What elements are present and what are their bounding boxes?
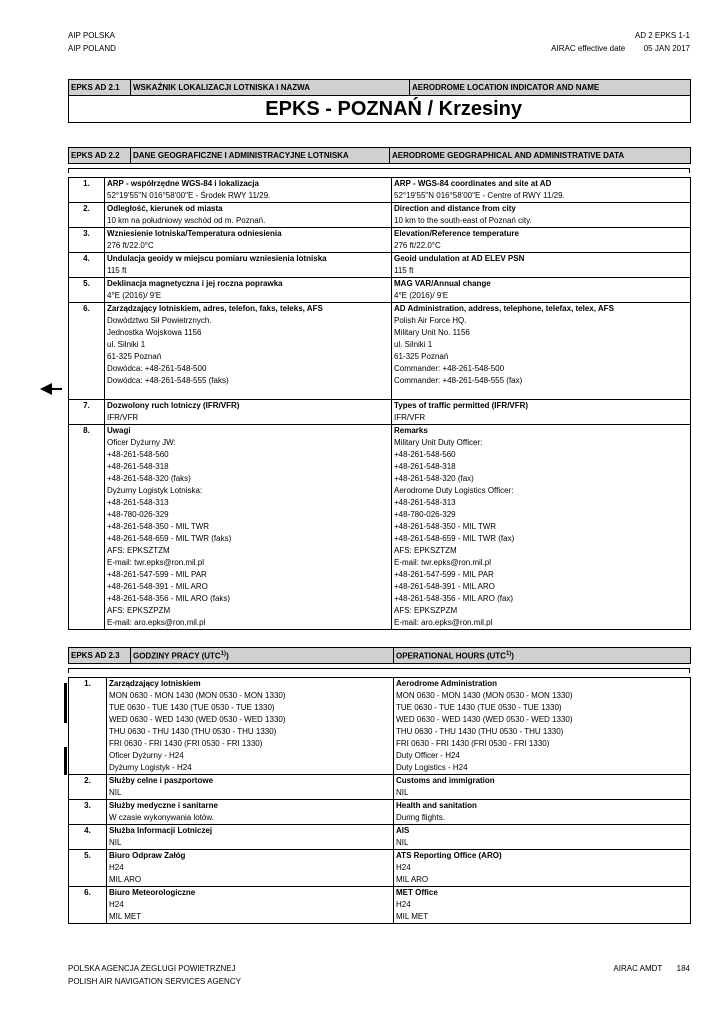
item-value: MIL MET: [109, 912, 142, 921]
hours-row: [69, 800, 691, 825]
item-en-cell: [394, 887, 691, 924]
item-value: +48-261-548-391 - MIL ARO: [107, 582, 208, 591]
item-heading: Remarks: [394, 426, 428, 435]
hours-row: [69, 775, 691, 800]
item-value: +48-780-026-329: [394, 510, 456, 519]
item-value: +48-261-548-350 - MIL TWR: [394, 522, 497, 531]
item-value: +48-261-548-356 - MIL ARO (fax): [394, 594, 514, 603]
section-2-1-table: [68, 79, 691, 123]
section-code: EPKS AD 2.2: [69, 148, 131, 164]
item-value: Dyżurny Logistyk - H24: [109, 763, 192, 772]
footer-amendment-number: 184: [676, 964, 690, 973]
item-value: THU 0630 - THU 1430 (THU 0530 - THU 1330): [396, 727, 564, 736]
item-value: IFR/VFR: [394, 413, 426, 422]
item-value: +48-261-547-599 - MIL PAR: [394, 570, 494, 579]
item-value: ul. Silniki 1: [107, 340, 146, 349]
section-title-en: AERODROME LOCATION INDICATOR AND NAME: [410, 80, 691, 96]
item-value: NIL: [109, 788, 122, 797]
hours-row: [69, 887, 691, 924]
hours-row: [69, 850, 691, 887]
item-value: AFS: EPKSZPZM: [394, 606, 458, 615]
item-pl-cell: [105, 303, 392, 400]
section-2-2-header-table: [68, 147, 691, 164]
item-value: +48-261-548-318: [394, 462, 456, 471]
item-number: 5.: [69, 850, 107, 887]
item-value: Dowódca: +48-261-548-500: [107, 364, 207, 373]
item-value: E-mail: aro.epks@ron.mil.pl: [107, 618, 206, 627]
footer-agency-en: POLISH AIR NAVIGATION SERVICES AGENCY: [68, 977, 241, 986]
aerodrome-name: EPKS - POZNAŃ / Krzesiny: [69, 96, 691, 123]
header-effective-date: [551, 42, 690, 55]
item-heading: Types of traffic permitted (IFR/VFR): [394, 401, 529, 410]
item-pl-cell: [105, 253, 392, 278]
item-number: 3.: [69, 800, 107, 825]
item-value: TUE 0630 - TUE 1430 (TUE 0530 - TUE 1330): [109, 703, 275, 712]
item-value: +48-261-548-391 - MIL ARO: [394, 582, 495, 591]
item-en-cell: [392, 303, 691, 400]
item-pl-cell: [107, 800, 394, 825]
item-heading: MET Office: [396, 888, 438, 897]
aerodrome-name-row: [69, 96, 691, 123]
item-heading: Odległość, kierunek od miasta: [107, 204, 223, 213]
item-heading: Biuro Odpraw Załóg: [109, 851, 186, 860]
geo-admin-row: [69, 253, 691, 278]
section-title-pl: DANE GEOGRAFICZNE I ADMINISTRACYJNE LOTNISKA: [131, 148, 390, 164]
item-value: E-mail: aro.epks@ron.mil.pl: [394, 618, 493, 627]
item-value: MIL MET: [396, 912, 429, 921]
section-2-3-table: [68, 677, 691, 924]
item-value: NIL: [396, 838, 409, 847]
geo-admin-row: [69, 178, 691, 203]
item-en-cell: [394, 678, 691, 775]
section-title-pl: GODZINY PRACY (UTC$^{1)}$): [131, 648, 394, 664]
item-value: AFS: EPKSZTZM: [107, 546, 170, 555]
section-2-3-spacer: [68, 668, 690, 673]
section-2-1-header: [69, 80, 691, 96]
item-value: FRI 0630 - FRI 1430 (FRI 0530 - FRI 1330): [109, 739, 263, 748]
geo-admin-row: [69, 278, 691, 303]
item-value: H24: [396, 863, 411, 872]
item-value: Polish Air Force HQ.: [394, 316, 467, 325]
item-value: 276 ft/22.0°C: [107, 241, 154, 250]
item-number: 7.: [69, 400, 105, 425]
item-pl-cell: [107, 850, 394, 887]
item-value: TUE 0630 - TUE 1430 (TUE 0530 - TUE 1330): [396, 703, 562, 712]
section-2-3-header: [69, 648, 691, 664]
item-value: During flights.: [396, 813, 445, 822]
geo-admin-row: [69, 425, 691, 630]
item-value: +48-261-548-313: [107, 498, 169, 507]
item-heading: Health and sanitation: [396, 801, 477, 810]
item-en-cell: [392, 253, 691, 278]
item-value: +48-261-548-560: [394, 450, 456, 459]
item-en-cell: [392, 425, 691, 630]
item-en-cell: [394, 800, 691, 825]
item-pl-cell: [107, 887, 394, 924]
item-value: Oficer Dyżurny - H24: [109, 751, 184, 760]
item-value: Commander: +48-261-548-555 (fax): [394, 376, 523, 385]
item-heading: Służby medyczne i sanitarne: [109, 801, 218, 810]
item-en-cell: [392, 400, 691, 425]
page-header-left: [68, 29, 116, 55]
item-value: E-mail: twr.epks@ron.mil.pl: [394, 558, 492, 567]
item-number: 4.: [69, 253, 105, 278]
footer-agency-pl: POLSKA AGENCJA ŻEGLUGI POWIETRZNEJ: [68, 964, 236, 973]
effective-date-value: 05 JAN 2017: [643, 44, 690, 53]
section-title-en: AERODROME GEOGRAPHICAL AND ADMINISTRATIVE DATA: [390, 148, 691, 164]
section-code: EPKS AD 2.1: [69, 80, 131, 96]
item-en-cell: [394, 825, 691, 850]
item-value: [394, 387, 688, 399]
item-value: 276 ft/22.0°C: [394, 241, 441, 250]
item-value: E-mail: twr.epks@ron.mil.pl: [107, 558, 205, 567]
header-publication-en: AIP POLAND: [68, 44, 116, 53]
item-pl-cell: [107, 678, 394, 775]
geo-admin-row: [69, 400, 691, 425]
item-heading: Undulacja geoidy w miejscu pomiaru wzniesienia lotniska: [107, 254, 327, 263]
item-heading: MAG VAR/Annual change: [394, 279, 491, 288]
item-number: 2.: [69, 203, 105, 228]
item-pl-cell: [105, 228, 392, 253]
item-pl-cell: [105, 425, 392, 630]
item-value: WED 0630 - WED 1430 (WED 0530 - WED 1330): [396, 715, 573, 724]
item-value: +48-261-548-560: [107, 450, 169, 459]
item-en-cell: [394, 775, 691, 800]
amendment-arrow-icon: [40, 382, 62, 396]
item-heading: Deklinacja magnetyczna i jej roczna poprawka: [107, 279, 283, 288]
item-heading: ATS Reporting Office (ARO): [396, 851, 502, 860]
item-value: MIL ARO: [396, 875, 429, 884]
page-footer-right: [613, 962, 690, 975]
section-2-2-spacer: [68, 168, 690, 173]
item-value: 115 ft: [394, 266, 414, 275]
page-footer-left: [68, 962, 241, 988]
item-value: Military Unit Duty Officer:: [394, 438, 483, 447]
item-value: H24: [109, 900, 124, 909]
item-heading: Biuro Meteorologiczne: [109, 888, 196, 897]
item-value: +48-261-548-659 - MIL TWR (fax): [394, 534, 515, 543]
item-pl-cell: [107, 775, 394, 800]
section-2-3-header-table: [68, 647, 691, 664]
section-title-en: OPERATIONAL HOURS (UTC$^{1)}$): [394, 648, 691, 664]
item-en-cell: [392, 178, 691, 203]
item-en-cell: [392, 203, 691, 228]
item-heading: Customs and immigration: [396, 776, 495, 785]
item-value: AFS: EPKSZPZM: [107, 606, 171, 615]
item-value: MIL ARO: [109, 875, 142, 884]
item-value: NIL: [396, 788, 409, 797]
item-en-cell: [392, 278, 691, 303]
item-value: +48-261-548-320 (faks): [107, 474, 191, 483]
footer-amendment-label: AIRAC AMDT: [613, 964, 663, 973]
item-heading: Uwagi: [107, 426, 131, 435]
item-number: 6.: [69, 887, 107, 924]
item-value: +48-261-548-659 - MIL TWR (faks): [107, 534, 232, 543]
hours-row: [69, 678, 691, 775]
item-value: Dowództwo Sił Powietrznych.: [107, 316, 212, 325]
geo-admin-row: [69, 228, 691, 253]
item-pl-cell: [105, 203, 392, 228]
item-value: Duty Officer - H24: [396, 751, 460, 760]
item-value: 10 km na południowy wschód od m. Poznań.: [107, 216, 266, 225]
item-value: IFR/VFR: [107, 413, 139, 422]
item-value: 61-325 Poznań: [107, 352, 162, 361]
item-value: NIL: [109, 838, 122, 847]
header-publication-pl: AIP POLSKA: [68, 31, 115, 40]
geo-admin-row: [69, 303, 691, 400]
item-value: 52°19'55"N 016°58'00"E - Środek RWY 11/29.: [107, 191, 271, 200]
item-value: MON 0630 - MON 1430 (MON 0530 - MON 1330): [109, 691, 286, 700]
item-value: Military Unit No. 1156: [394, 328, 470, 337]
item-value: 61-325 Poznań: [394, 352, 449, 361]
item-en-cell: [394, 850, 691, 887]
item-value: THU 0630 - THU 1430 (THU 0530 - THU 1330): [109, 727, 277, 736]
item-number: 6.: [69, 303, 105, 400]
item-pl-cell: [105, 400, 392, 425]
item-value: WED 0630 - WED 1430 (WED 0530 - WED 1330): [109, 715, 286, 724]
item-heading: Wzniesienie lotniska/Temperatura odniesienia: [107, 229, 282, 238]
change-bar: [64, 683, 67, 723]
item-value: FRI 0630 - FRI 1430 (FRI 0530 - FRI 1330): [396, 739, 550, 748]
item-heading: AD Administration, address, telephone, telefax, telex, AFS: [394, 304, 614, 313]
item-value: +48-261-548-356 - MIL ARO (faks): [107, 594, 231, 603]
header-page-ref: AD 2 EPKS 1-1: [634, 31, 690, 40]
item-number: 3.: [69, 228, 105, 253]
geo-admin-row: [69, 203, 691, 228]
item-heading: ARP - WGS-84 coordinates and site at AD: [394, 179, 552, 188]
item-value: Duty Logistics - H24: [396, 763, 468, 772]
item-value: Oficer Dyżurny JW:: [107, 438, 176, 447]
item-heading: Służba Informacji Lotniczej: [109, 826, 213, 835]
section-code: EPKS AD 2.3: [69, 648, 131, 664]
item-value: 115 ft: [107, 266, 127, 275]
item-value: W czasie wykonywania lotów.: [109, 813, 214, 822]
item-value: AFS: EPKSZTZM: [394, 546, 457, 555]
item-value: H24: [396, 900, 411, 909]
item-value: 4°E (2016)/ 9'E: [394, 291, 449, 300]
item-number: 4.: [69, 825, 107, 850]
item-number: 1.: [69, 678, 107, 775]
item-heading: Aerodrome Administration: [396, 679, 498, 688]
section-2-2-header: [69, 148, 691, 164]
item-heading: Zarządzający lotniskiem, adres, telefon, faks, teleks, AFS: [107, 304, 323, 313]
item-pl-cell: [105, 178, 392, 203]
item-value: 4°E (2016)/ 9'E: [107, 291, 162, 300]
item-heading: Służby celne i paszportowe: [109, 776, 214, 785]
item-value: Aerodrome Duty Logistics Officer:: [394, 486, 514, 495]
item-value: +48-780-026-329: [107, 510, 169, 519]
item-number: 5.: [69, 278, 105, 303]
item-value: Dowódca: +48-261-548-555 (faks): [107, 376, 229, 385]
item-heading: Zarządzający lotniskiem: [109, 679, 201, 688]
item-value: +48-261-548-320 (fax): [394, 474, 474, 483]
item-pl-cell: [105, 278, 392, 303]
item-value: +48-261-548-350 - MIL TWR: [107, 522, 210, 531]
item-value: ul. Silniki 1: [394, 340, 433, 349]
item-pl-cell: [107, 825, 394, 850]
item-heading: Elevation/Reference temperature: [394, 229, 519, 238]
hours-row: [69, 825, 691, 850]
section-title-pl: WSKAŹNIK LOKALIZACJI LOTNISKA I NAZWA: [131, 80, 410, 96]
page-header-right: [551, 29, 690, 55]
item-heading: Geoid undulation at AD ELEV PSN: [394, 254, 525, 263]
item-number: 2.: [69, 775, 107, 800]
item-value: +48-261-548-318: [107, 462, 169, 471]
item-heading: Dozwolony ruch lotniczy (IFR/VFR): [107, 401, 240, 410]
item-heading: ARP - współrzędne WGS-84 i lokalizacja: [107, 179, 259, 188]
item-value: 52°19'55"N 016°58'00"E - Centre of RWY 11/29.: [394, 191, 565, 200]
change-bar: [64, 747, 67, 775]
item-value: Jednostka Wojskowa 1156: [107, 328, 202, 337]
effective-date-label: AIRAC effective date: [551, 44, 626, 53]
item-heading: Direction and distance from city: [394, 204, 516, 213]
item-value: 10 km to the south-east of Poznań city.: [394, 216, 532, 225]
item-value: +48-261-548-313: [394, 498, 456, 507]
item-value: H24: [109, 863, 124, 872]
item-value: +48-261-547-599 - MIL PAR: [107, 570, 207, 579]
item-value: MON 0630 - MON 1430 (MON 0530 - MON 1330): [396, 691, 573, 700]
item-value: Commander: +48-261-548-500: [394, 364, 505, 373]
item-value: [107, 387, 389, 399]
item-en-cell: [392, 228, 691, 253]
item-heading: AIS: [396, 826, 410, 835]
item-number: 8.: [69, 425, 105, 630]
section-2-2-table: [68, 177, 691, 630]
item-number: 1.: [69, 178, 105, 203]
item-value: Dyżurny Logistyk Lotniska:: [107, 486, 203, 495]
